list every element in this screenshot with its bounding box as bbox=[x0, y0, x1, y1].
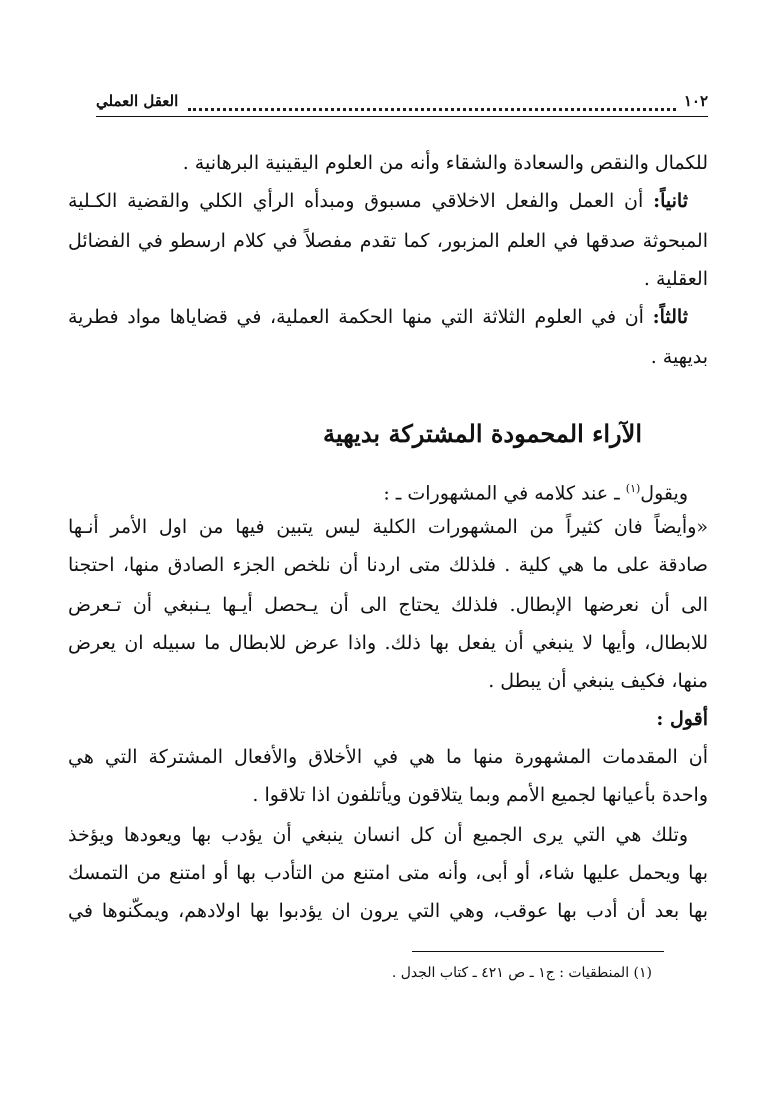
quote-line: الى أن نعرضها الإبطال. فلذلك يحتاج الى أن يـحصل أيـها يـنبغي أن تـعرض bbox=[68, 594, 708, 616]
body-line: بديهية . bbox=[650, 346, 708, 368]
section-heading: الآراء المحمودة المشتركة بديهية bbox=[322, 419, 642, 448]
paragraph-secondly-line-1 bbox=[68, 186, 688, 216]
say-label: أقول : bbox=[656, 708, 708, 730]
footnote-marker: (١) bbox=[625, 482, 641, 495]
quote-line: «وأيضاً فان كثيراً من المشهورات الكلية ليس يتبين فيها من اول الأمر أنـها bbox=[68, 516, 708, 538]
header-title: العقل العملي bbox=[96, 92, 179, 110]
header-dot-leader bbox=[188, 96, 676, 111]
quote-line: للابطال، وأيها لا ينبغي أن يفعل بها ذلك. واذا عرض للابطال ما سبيله ان يعرض bbox=[68, 632, 708, 654]
page-number: ١٠٢ bbox=[683, 92, 708, 110]
header-rule bbox=[96, 116, 708, 117]
quote-line: صادقة على ما هي كلية . فلذلك متى اردنا أن نلخص الجزء الصادق منها، احتجنا bbox=[68, 554, 708, 576]
footnote-rule bbox=[412, 951, 664, 952]
footnote: (١) المنطقيات : ج١ ـ ص ٤٢١ ـ كتاب الجدل . bbox=[391, 965, 652, 981]
intro-text: ـ عند كلامه في المشهورات ـ : bbox=[383, 482, 620, 505]
paragraph-lead: ثانياً: bbox=[653, 190, 688, 212]
paragraph-lead: ثالثاً: bbox=[652, 306, 689, 328]
body-line: للكمال والنقص والسعادة والشقاء وأنه من العلوم اليقينية البرهانية . bbox=[182, 152, 708, 174]
paragraph-text: أن في العلوم الثلاثة التي منها الحكمة العملية، في قضاياها مواد فطرية bbox=[68, 306, 644, 328]
body-line: المبحوثة صدقها في العلم المزبور، كما تقدم مفصلاً في كلام ارسطو في الفضائل bbox=[68, 230, 708, 252]
body-line: بها ويحمل عليها شاء، أو أبى، وأنه متى امتنع من التأدب بها أو امتنع من التمسك bbox=[68, 862, 708, 884]
intro-line bbox=[68, 474, 688, 504]
body-line: أن المقدمات المشهورة منها ما هي في الأخلاق والأفعال المشتركة التي هي bbox=[68, 746, 708, 768]
paragraph-thirdly-line-1 bbox=[68, 302, 688, 332]
quote-line: منها، فكيف ينبغي أن يبطل . bbox=[488, 670, 708, 692]
paragraph-text: أن العمل والفعل الاخلاقي مسبوق ومبدأه الرأي الكلي والقضية الكـلية bbox=[68, 190, 644, 212]
body-line: بها بعد أن أدب بها عوقب، وهي التي يرون ان يؤدبوا بها اولادهم، ويمكّنوها في bbox=[68, 900, 708, 922]
intro-text: ويقول bbox=[640, 482, 688, 505]
body-line: العقلية . bbox=[643, 268, 708, 290]
running-header bbox=[96, 90, 708, 118]
body-line: وتلك هي التي يرى الجميع أن كل انسان ينبغي أن يؤدب بها ويعودها ويؤخذ bbox=[68, 824, 688, 846]
body-line: واحدة بأعيانها لجميع الأمم وبما يتلاقون ويأتلفون اذا تلاقوا . bbox=[252, 784, 708, 806]
